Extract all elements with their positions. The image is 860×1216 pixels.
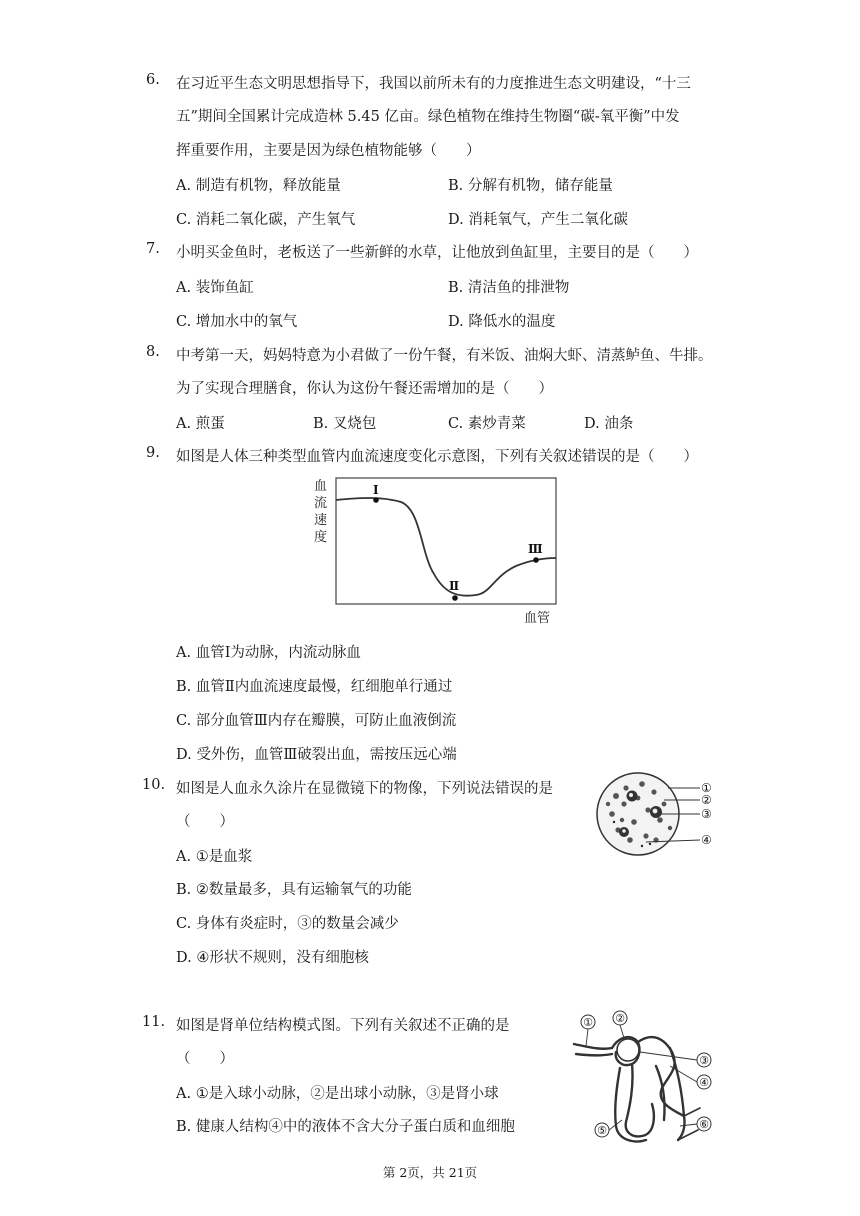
option-c: C. 增加水中的氧气: [176, 314, 298, 330]
question-text: 中考第一天，妈妈特意为小君做了一份午餐，有米饭、油焖大虾、清蒸鲈鱼、牛排。: [176, 348, 713, 364]
nephron-figure: [572, 1008, 718, 1148]
question-number: 7.: [146, 241, 160, 257]
option-d: D. ④形状不规则，没有细胞核: [176, 950, 369, 966]
option-a: A. ①是入球小动脉，②是出球小动脉，③是肾小球: [176, 1086, 499, 1102]
option-d: D. 油条: [584, 416, 634, 432]
figure-label: ②: [701, 793, 712, 807]
option-c: C. 部分血管Ⅲ内存在瓣膜，可防止血液倒流: [176, 713, 457, 729]
point-ii: [452, 595, 458, 601]
y-axis-label-char: 度: [314, 530, 328, 545]
option-c: C. 身体有炎症时，③的数量会减少: [176, 916, 399, 932]
option-a: A. 血管Ⅰ为动脉，内流动脉血: [176, 645, 361, 661]
question-number: 9.: [146, 445, 160, 461]
figure-label: ①: [583, 1016, 593, 1029]
option-c: C. 素炒青菜: [448, 416, 526, 432]
blood-flow-velocity-figure: [306, 474, 560, 630]
option-b: B. 叉烧包: [313, 416, 377, 432]
option-b: B. ②数量最多，具有运输氧气的功能: [176, 882, 412, 898]
afferent-arteriole: [574, 1044, 612, 1049]
figure-label: ②: [615, 1012, 625, 1025]
blood-smear-figure: [594, 770, 718, 858]
figure-label: ⑥: [699, 1118, 709, 1131]
question-text: 为了实现合理膳食，你认为这份午餐还需增加的是（ ）: [176, 381, 553, 397]
option-d: D. 降低水的温度: [448, 314, 556, 330]
point-i: [373, 497, 379, 503]
question-text: 小明买金鱼时，老板送了一些新鲜的水草，让他放到鱼缸里，主要目的是（ ）: [176, 245, 698, 261]
point-label: Ⅱ: [449, 579, 460, 593]
page-footer: 第 2页，共 21页: [382, 1165, 478, 1180]
question-number: 8.: [146, 344, 160, 360]
glomerulus: [617, 1039, 639, 1061]
question-text: 在习近平生态文明思想指导下，我国以前所未有的力度推进生态文明建设，“十三: [176, 76, 691, 92]
option-b: B. 清洁鱼的排泄物: [448, 280, 570, 296]
y-axis-label-char: 血: [314, 479, 328, 494]
point-label: Ⅲ: [528, 542, 543, 556]
option-b: B. 血管Ⅱ内血流速度最慢，红细胞单行通过: [176, 679, 453, 695]
figure-label: ④: [701, 833, 712, 847]
question-number: 10.: [142, 777, 166, 793]
question-text: （ ）: [176, 1051, 234, 1067]
question-text: 如图是人体三种类型血管内血流速度变化示意图，下列有关叙述错误的是（ ）: [176, 449, 698, 465]
figure-label: ④: [699, 1076, 709, 1089]
option-a: A. 煎蛋: [176, 416, 225, 432]
option-d: D. 受外伤，血管Ⅲ破裂出血，需按压远心端: [176, 747, 457, 763]
y-axis-label-char: 速: [314, 513, 328, 528]
y-axis-label-char: 流: [314, 496, 328, 511]
question-text: 如图是人血永久涂片在显微镜下的物像，下列说法错误的是: [176, 781, 553, 797]
figure-label: ③: [699, 1054, 709, 1067]
option-a: A. 制造有机物，释放能量: [176, 178, 341, 194]
question-text: （ ）: [176, 814, 234, 830]
question-text: 挥重要作用，主要是因为绿色植物能够（ ）: [176, 143, 481, 159]
option-d: D. 消耗氧气，产生二氧化碳: [448, 212, 628, 228]
figure-label: ⑤: [597, 1124, 607, 1137]
question-text: 如图是肾单位结构模式图。下列有关叙述不正确的是: [176, 1018, 510, 1034]
figure-label: ①: [701, 781, 712, 795]
option-c: C. 消耗二氧化碳，产生氧气: [176, 212, 356, 228]
point-iii: [533, 557, 539, 563]
velocity-curve: [336, 498, 556, 596]
option-b: B. 分解有机物，储存能量: [448, 178, 613, 194]
x-axis-label: 血管: [524, 611, 551, 626]
option-a: A. 装饰鱼缸: [176, 280, 254, 296]
figure-frame: [336, 478, 556, 604]
question-number: 11.: [142, 1014, 166, 1030]
figure-label: ③: [701, 807, 712, 821]
question-number: 6.: [146, 72, 160, 88]
option-a: A. ①是血浆: [176, 849, 253, 865]
question-text: 五”期间全国累计完成造林 5.45 亿亩。绿色植物在维持生物圈“碳-氧平衡”中发: [176, 109, 680, 125]
option-b: B. 健康人结构④中的液体不含大分子蛋白质和血细胞: [176, 1119, 515, 1135]
point-label: Ⅰ: [373, 483, 379, 497]
